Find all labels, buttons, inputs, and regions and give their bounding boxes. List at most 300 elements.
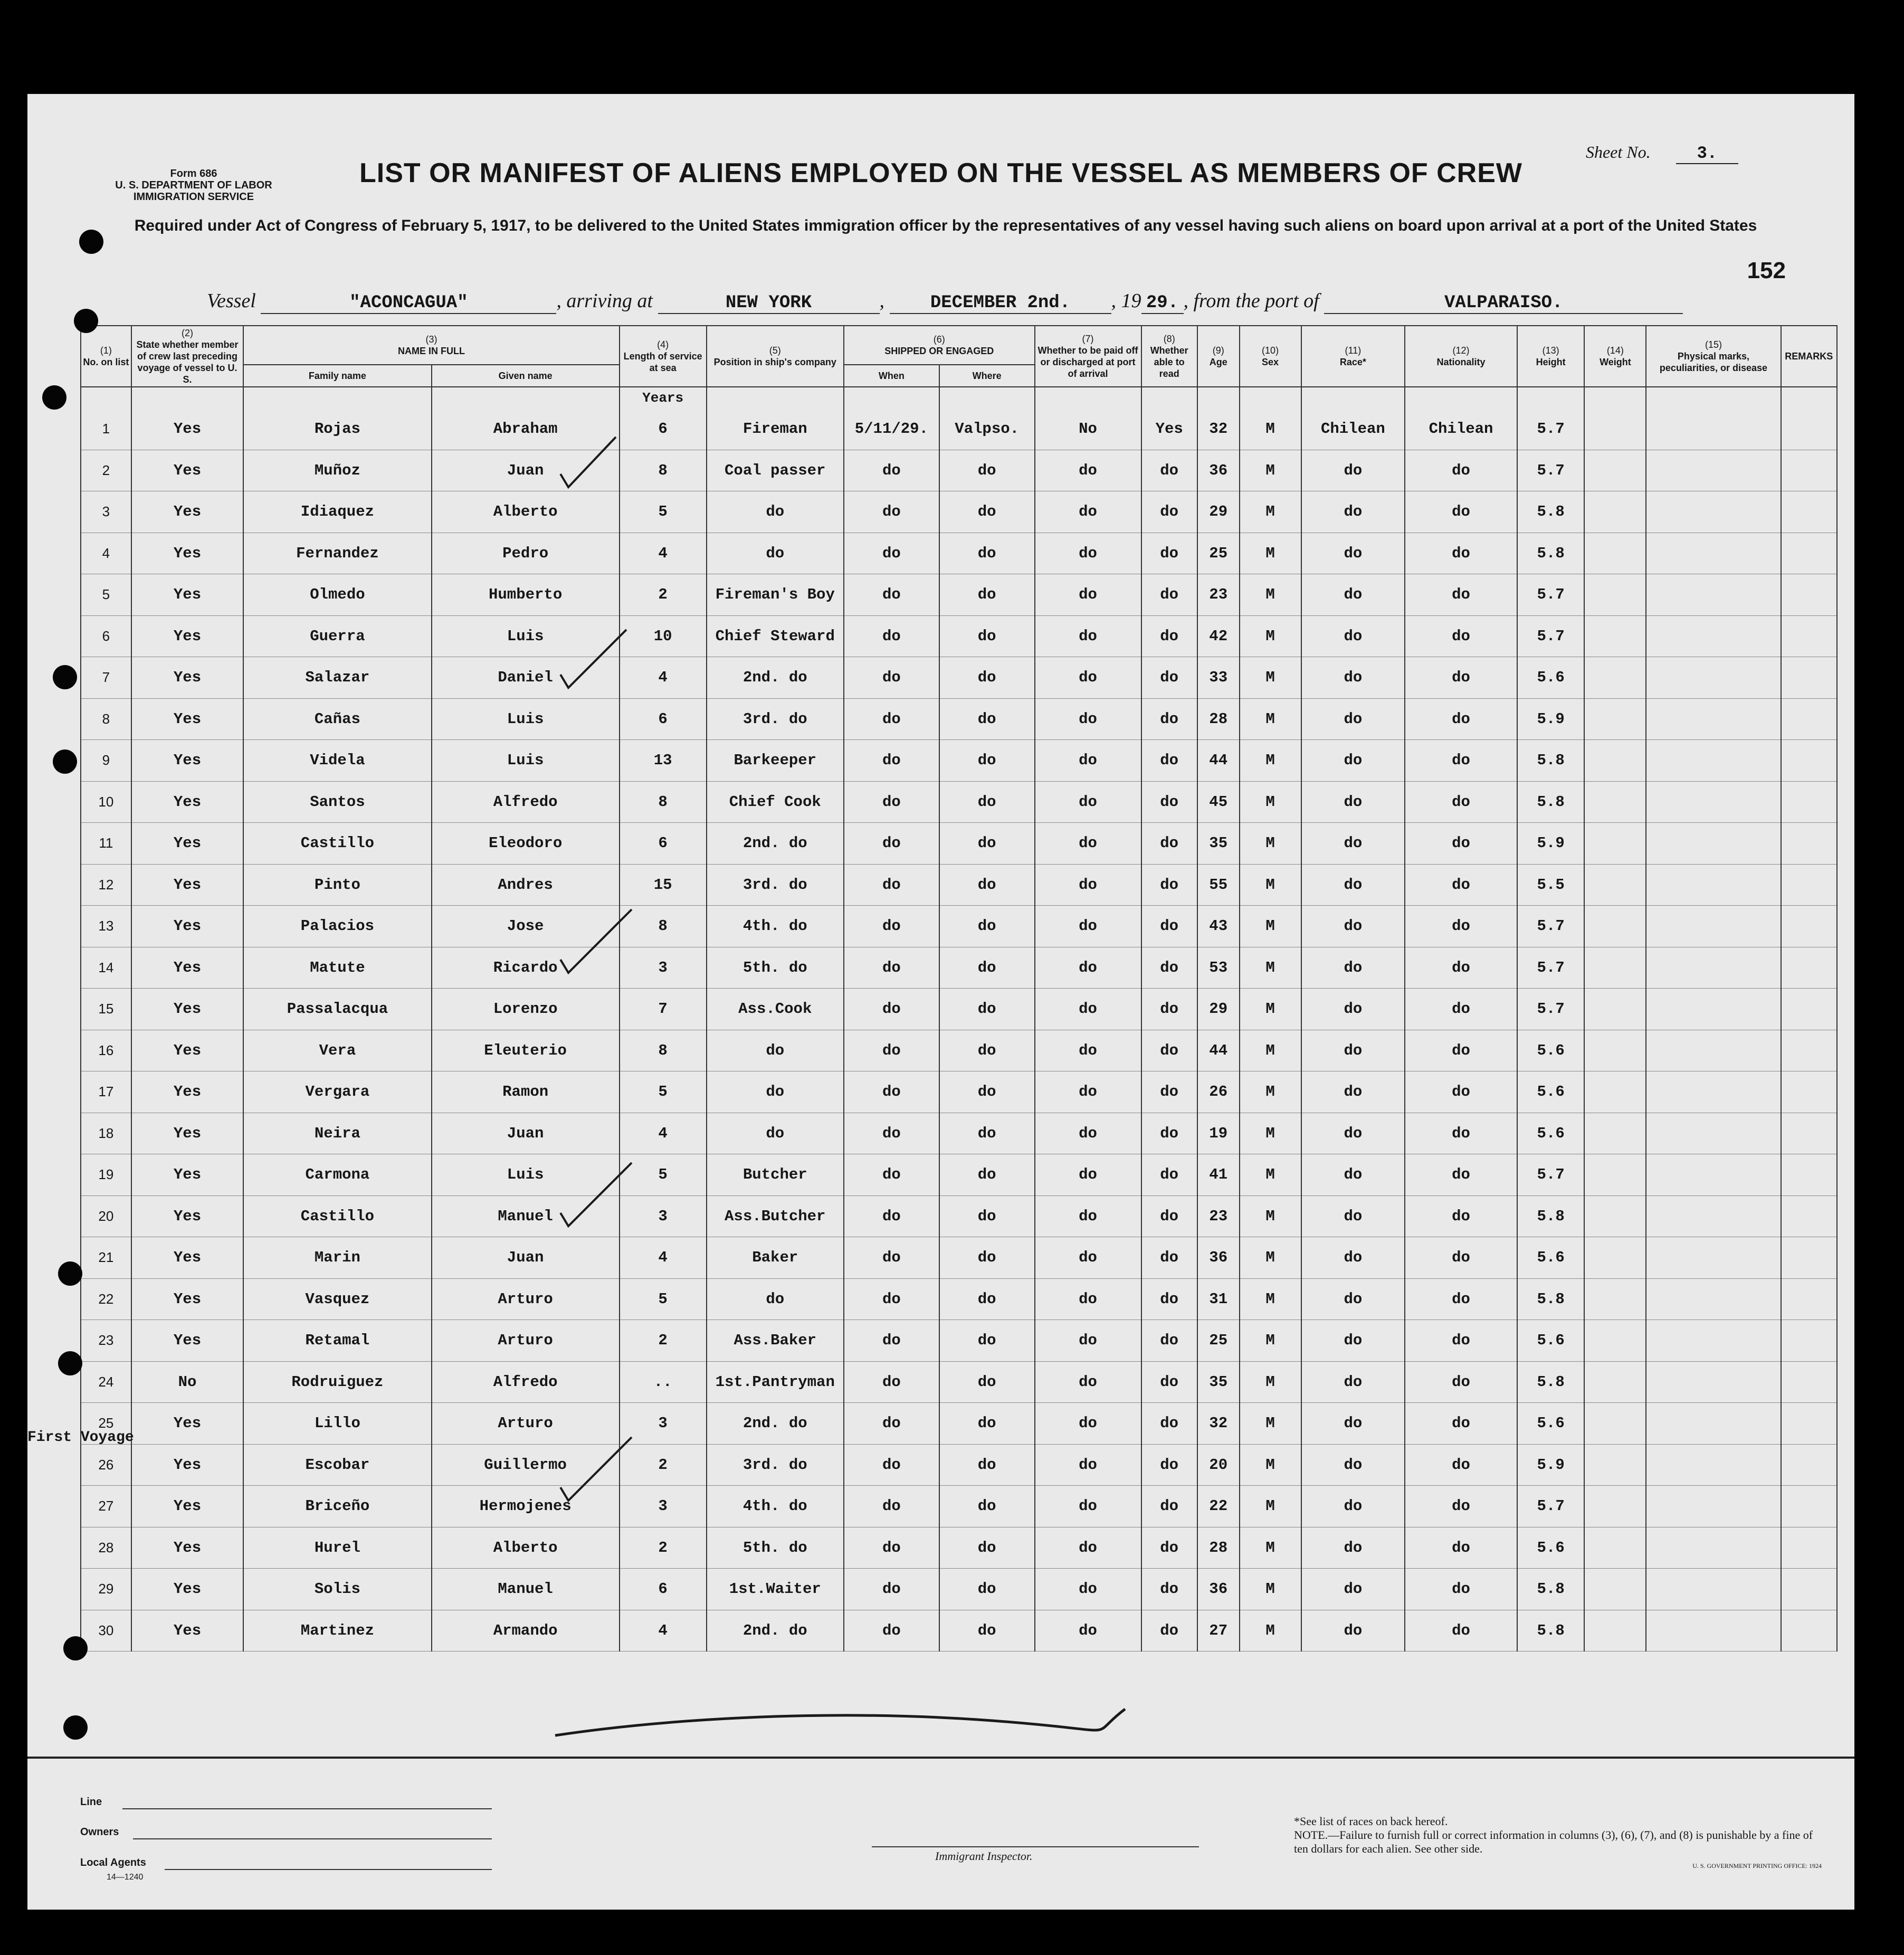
cell-family: Palacios	[243, 906, 431, 947]
cell-read: do	[1141, 1444, 1197, 1486]
cell-where: do	[939, 1610, 1035, 1652]
cell-position: do	[707, 1030, 844, 1071]
cell-paid: do	[1035, 864, 1141, 906]
cell-position: 2nd. do	[707, 1610, 844, 1652]
cell-nationality: do	[1405, 698, 1517, 740]
cell-no: 7	[81, 657, 131, 699]
cell-where: do	[939, 1154, 1035, 1196]
cell-age: 22	[1197, 1486, 1240, 1527]
cell-nationality: do	[1405, 1403, 1517, 1445]
inspector-label: Immigrant Inspector.	[935, 1849, 1033, 1863]
cell-prev: Yes	[131, 1444, 244, 1486]
cell-when: do	[844, 906, 939, 947]
cell-where: do	[939, 740, 1035, 782]
header-paid-off: (7) Whether to be paid off or discharged at port of arrival	[1035, 326, 1141, 387]
cell-when: do	[844, 1569, 939, 1610]
cell-position: Fireman	[707, 409, 844, 450]
cell-position: Ass.Baker	[707, 1320, 844, 1362]
cell-service: 10	[620, 615, 707, 657]
cell-service: 5	[620, 1154, 707, 1196]
cell-service: 3	[620, 1486, 707, 1527]
cell-read: do	[1141, 1361, 1197, 1403]
cell-read: do	[1141, 906, 1197, 947]
cell-sex: M	[1240, 491, 1301, 533]
cell-sex: M	[1240, 1237, 1301, 1279]
cell-given: Luis	[432, 740, 620, 782]
cell-where: do	[939, 450, 1035, 491]
header-remarks: REMARKS	[1781, 326, 1837, 387]
cell-height: 5.6	[1517, 1527, 1585, 1569]
punch-hole	[79, 230, 103, 254]
cell-read: do	[1141, 1030, 1197, 1071]
cell-paid: do	[1035, 1071, 1141, 1113]
cell-nationality: do	[1405, 1569, 1517, 1610]
cell-race: do	[1301, 1403, 1405, 1445]
cell-given: Juan	[432, 1237, 620, 1279]
vessel-name: "ACONCAGUA"	[261, 293, 556, 314]
header-length-of-service: (4) Length of service at sea	[620, 326, 707, 387]
cell-where: do	[939, 533, 1035, 574]
cell-sex: M	[1240, 1610, 1301, 1652]
cell-when: do	[844, 1403, 939, 1445]
cell-position: Chief Cook	[707, 781, 844, 823]
cell-no: 5	[81, 574, 131, 616]
cell-no: 15	[81, 989, 131, 1030]
cell-where: do	[939, 1071, 1035, 1113]
checkmark	[560, 437, 616, 487]
cell-prev: Yes	[131, 1195, 244, 1237]
cell-age: 55	[1197, 864, 1240, 906]
cell-prev: Yes	[131, 409, 244, 450]
cell-paid: do	[1035, 823, 1141, 865]
cell-paid: do	[1035, 1030, 1141, 1071]
cell-paid: do	[1035, 781, 1141, 823]
header-weight: (14) Weight	[1584, 326, 1646, 387]
cell-race: do	[1301, 450, 1405, 491]
cell-height: 5.7	[1517, 574, 1585, 616]
cell-read: do	[1141, 823, 1197, 865]
cell-prev: Yes	[131, 989, 244, 1030]
cell-no: 2	[81, 450, 131, 491]
cell-service: 3	[620, 947, 707, 989]
cell-position: do	[707, 1113, 844, 1154]
cell-where: do	[939, 1527, 1035, 1569]
checkmark	[560, 1437, 632, 1501]
cell-when: do	[844, 1278, 939, 1320]
cell-prev: Yes	[131, 906, 244, 947]
cell-when: do	[844, 1030, 939, 1071]
cell-height: 5.8	[1517, 1610, 1585, 1652]
cell-service: 7	[620, 989, 707, 1030]
cell-sex: M	[1240, 947, 1301, 989]
cell-no: 23	[81, 1320, 131, 1362]
cell-paid: do	[1035, 906, 1141, 947]
cell-position: 3rd. do	[707, 698, 844, 740]
cell-prev: Yes	[131, 698, 244, 740]
cell-age: 32	[1197, 409, 1240, 450]
cell-read: do	[1141, 450, 1197, 491]
punch-hole	[58, 1351, 82, 1375]
cell-given: Alfredo	[432, 1361, 620, 1403]
punch-hole	[63, 1715, 88, 1740]
cell-no: 25	[81, 1403, 131, 1445]
cell-given: Ramon	[432, 1071, 620, 1113]
header-name-in-full: (3) NAME IN FULL	[243, 326, 619, 365]
year-prefix: , 19	[1111, 290, 1141, 312]
cell-when: do	[844, 450, 939, 491]
cell-service: 8	[620, 1030, 707, 1071]
cell-paid: do	[1035, 533, 1141, 574]
cell-race: do	[1301, 1361, 1405, 1403]
cell-family: Escobar	[243, 1444, 431, 1486]
cell-when: do	[844, 1113, 939, 1154]
cell-race: do	[1301, 1320, 1405, 1362]
cell-paid: do	[1035, 1195, 1141, 1237]
cell-height: 5.7	[1517, 1154, 1585, 1196]
department-name: U. S. DEPARTMENT OF LABOR	[115, 179, 272, 191]
cell-nationality: do	[1405, 1237, 1517, 1279]
legal-requirement-text: Required under Act of Congress of February 5, 1917, to be delivered to the United States immigration officer by the representatives of any vessel having such aliens on board upon arrival at a port of the United States	[134, 217, 1757, 234]
cell-race: do	[1301, 906, 1405, 947]
cell-position: 4th. do	[707, 1486, 844, 1527]
header-position: (5) Position in ship's company	[707, 326, 844, 387]
header-where: Where	[939, 365, 1035, 387]
signature-stroke	[555, 1709, 1125, 1735]
cell-age: 28	[1197, 698, 1240, 740]
cell-sex: M	[1240, 989, 1301, 1030]
cell-read: do	[1141, 1610, 1197, 1652]
cell-paid: do	[1035, 1320, 1141, 1362]
cell-prev: Yes	[131, 781, 244, 823]
cell-given: Arturo	[432, 1278, 620, 1320]
cell-sex: M	[1240, 1071, 1301, 1113]
cell-service: 8	[620, 906, 707, 947]
punch-hole	[42, 385, 66, 410]
cell-height: 5.6	[1517, 1030, 1585, 1071]
owners-label: Owners	[80, 1826, 119, 1838]
cell-read: do	[1141, 864, 1197, 906]
cell-sex: M	[1240, 1361, 1301, 1403]
cell-sex: M	[1240, 823, 1301, 865]
cell-sex: M	[1240, 1486, 1301, 1527]
cell-when: do	[844, 533, 939, 574]
cell-nationality: do	[1405, 615, 1517, 657]
cell-race: do	[1301, 1113, 1405, 1154]
page-number: 152	[1747, 258, 1786, 283]
cell-given: Ricardo	[432, 947, 620, 989]
cell-when: do	[844, 1154, 939, 1196]
cell-paid: do	[1035, 989, 1141, 1030]
cell-position: Fireman's Boy	[707, 574, 844, 616]
header-physical-marks: (15) Physical marks, peculiarities, or disease	[1646, 326, 1781, 387]
cell-race: do	[1301, 1486, 1405, 1527]
cell-where: do	[939, 1486, 1035, 1527]
cell-paid: do	[1035, 574, 1141, 616]
cell-age: 19	[1197, 1113, 1240, 1154]
cell-position: Barkeeper	[707, 740, 844, 782]
cell-paid: No	[1035, 409, 1141, 450]
cell-nationality: do	[1405, 740, 1517, 782]
line-label: Line	[80, 1796, 102, 1808]
cell-age: 27	[1197, 1610, 1240, 1652]
cell-sex: M	[1240, 574, 1301, 616]
checkmark	[560, 1163, 632, 1226]
cell-when: do	[844, 1486, 939, 1527]
cell-height: 5.6	[1517, 1403, 1585, 1445]
cell-given: Arturo	[432, 1320, 620, 1362]
form-number: Form 686	[170, 168, 217, 179]
cell-service: ..	[620, 1361, 707, 1403]
cell-read: do	[1141, 781, 1197, 823]
cell-paid: do	[1035, 698, 1141, 740]
cell-nationality: do	[1405, 1195, 1517, 1237]
cell-prev: Yes	[131, 615, 244, 657]
cell-service: 4	[620, 657, 707, 699]
cell-nationality: do	[1405, 1320, 1517, 1362]
arriving-label: , arriving at	[556, 290, 653, 312]
cell-where: do	[939, 1320, 1035, 1362]
manifest-sheet	[27, 94, 1854, 1910]
printer-credit: U. S. GOVERNMENT PRINTING OFFICE: 1924	[1692, 1862, 1822, 1869]
cell-no: 13	[81, 906, 131, 947]
cell-when: do	[844, 698, 939, 740]
cell-family: Fernandez	[243, 533, 431, 574]
cell-prev: Yes	[131, 574, 244, 616]
cell-read: do	[1141, 947, 1197, 989]
header-race: (11) Race*	[1301, 326, 1405, 387]
cell-prev: Yes	[131, 823, 244, 865]
header-when: When	[844, 365, 939, 387]
cell-family: Carmona	[243, 1154, 431, 1196]
cell-nationality: do	[1405, 1278, 1517, 1320]
cell-no: 16	[81, 1030, 131, 1071]
cell-prev: Yes	[131, 740, 244, 782]
cell-given: Alberto	[432, 1527, 620, 1569]
cell-where: do	[939, 698, 1035, 740]
cell-read: do	[1141, 698, 1197, 740]
cell-service: 8	[620, 781, 707, 823]
cell-service: 3	[620, 1195, 707, 1237]
cell-service: 2	[620, 1444, 707, 1486]
cell-read: do	[1141, 1278, 1197, 1320]
cell-height: 5.6	[1517, 657, 1585, 699]
cell-nationality: do	[1405, 533, 1517, 574]
cell-family: Guerra	[243, 615, 431, 657]
header-sex: (10) Sex	[1240, 326, 1301, 387]
cell-height: 5.6	[1517, 1320, 1585, 1362]
vessel-label: Vessel	[207, 290, 256, 312]
cell-nationality: do	[1405, 989, 1517, 1030]
cell-age: 23	[1197, 574, 1240, 616]
cell-nationality: Chilean	[1405, 409, 1517, 450]
cell-age: 29	[1197, 989, 1240, 1030]
cell-age: 33	[1197, 657, 1240, 699]
cell-read: do	[1141, 1486, 1197, 1527]
cell-race: do	[1301, 1195, 1405, 1237]
cell-sex: M	[1240, 1030, 1301, 1071]
cell-given: Arturo	[432, 1403, 620, 1445]
cell-read: do	[1141, 533, 1197, 574]
arrival-port: NEW YORK	[658, 293, 880, 314]
cell-nationality: do	[1405, 823, 1517, 865]
cell-when: do	[844, 823, 939, 865]
cell-height: 5.6	[1517, 1113, 1585, 1154]
cell-read: do	[1141, 740, 1197, 782]
cell-race: do	[1301, 1610, 1405, 1652]
cell-where: do	[939, 1195, 1035, 1237]
from-port-label: , from the port of	[1183, 290, 1319, 312]
sheet-number-value: 3.	[1676, 144, 1738, 164]
cell-read: do	[1141, 1071, 1197, 1113]
cell-paid: do	[1035, 1444, 1141, 1486]
header-able-to-read: (8) Whether able to read	[1141, 326, 1197, 387]
cell-family: Muñoz	[243, 450, 431, 491]
cell-position: do	[707, 491, 844, 533]
cell-race: do	[1301, 533, 1405, 574]
cell-prev: Yes	[131, 491, 244, 533]
cell-read: Yes	[1141, 409, 1197, 450]
cell-nationality: do	[1405, 947, 1517, 989]
cell-family: Castillo	[243, 1195, 431, 1237]
cell-age: 36	[1197, 1237, 1240, 1279]
cell-no: 8	[81, 698, 131, 740]
cell-family: Vasquez	[243, 1278, 431, 1320]
cell-family: Neira	[243, 1113, 431, 1154]
cell-family: Solis	[243, 1569, 431, 1610]
cell-prev: Yes	[131, 533, 244, 574]
cell-sex: M	[1240, 740, 1301, 782]
vessel-info-line: Vessel "ACONCAGUA" , arriving at NEW YORK , DECEMBER 2nd. , 19 29. , from the port of VALPARAISO.	[207, 289, 1816, 314]
cell-height: 5.6	[1517, 1071, 1585, 1113]
cell-no: 18	[81, 1113, 131, 1154]
cell-given: Manuel	[432, 1195, 620, 1237]
cell-height: 5.7	[1517, 409, 1585, 450]
punch-hole	[58, 1261, 82, 1286]
owners-field	[133, 1838, 492, 1839]
header-shipped-engaged: (6) SHIPPED OR ENGAGED	[844, 326, 1035, 365]
cell-sex: M	[1240, 1527, 1301, 1569]
cell-no: 28	[81, 1527, 131, 1569]
cell-paid: do	[1035, 1403, 1141, 1445]
cell-prev: Yes	[131, 1071, 244, 1113]
cell-race: do	[1301, 491, 1405, 533]
cell-where: do	[939, 781, 1035, 823]
cell-sex: M	[1240, 1569, 1301, 1610]
cell-position: 3rd. do	[707, 1444, 844, 1486]
cell-race: do	[1301, 989, 1405, 1030]
cell-no: 20	[81, 1195, 131, 1237]
cell-family: Retamal	[243, 1320, 431, 1362]
cell-no: 22	[81, 1278, 131, 1320]
cell-service: 6	[620, 698, 707, 740]
header-height: (13) Height	[1517, 326, 1585, 387]
cell-when: do	[844, 1195, 939, 1237]
cell-prev: No	[131, 1361, 244, 1403]
cell-service: 5	[620, 1071, 707, 1113]
cell-no: 3	[81, 491, 131, 533]
cell-given: Manuel	[432, 1569, 620, 1610]
cell-position: Ass.Cook	[707, 989, 844, 1030]
cell-height: 5.7	[1517, 906, 1585, 947]
cell-given: Eleuterio	[432, 1030, 620, 1071]
cell-position: Ass.Butcher	[707, 1195, 844, 1237]
cell-race: do	[1301, 1030, 1405, 1071]
cell-when: do	[844, 574, 939, 616]
service-name: IMMIGRATION SERVICE	[133, 191, 254, 203]
cell-sex: M	[1240, 906, 1301, 947]
cell-prev: Yes	[131, 1320, 244, 1362]
cell-when: do	[844, 781, 939, 823]
cell-sex: M	[1240, 864, 1301, 906]
cell-read: do	[1141, 615, 1197, 657]
cell-sex: M	[1240, 533, 1301, 574]
cell-when: do	[844, 615, 939, 657]
cell-prev: Yes	[131, 450, 244, 491]
cell-nationality: do	[1405, 491, 1517, 533]
cell-race: do	[1301, 1527, 1405, 1569]
agents-label: Local Agents	[80, 1857, 146, 1868]
inspector-signature-line	[872, 1846, 1199, 1847]
punch-hole	[74, 309, 98, 333]
cell-height: 5.8	[1517, 1278, 1585, 1320]
cell-sex: M	[1240, 1278, 1301, 1320]
cell-where: do	[939, 1361, 1035, 1403]
cell-service: 4	[620, 533, 707, 574]
footer-divider	[27, 1757, 1854, 1759]
checkmark	[560, 630, 626, 688]
cell-age: 36	[1197, 1569, 1240, 1610]
cell-age: 43	[1197, 906, 1240, 947]
cell-race: do	[1301, 823, 1405, 865]
cell-race: do	[1301, 947, 1405, 989]
cell-nationality: do	[1405, 1527, 1517, 1569]
cell-prev: Yes	[131, 1030, 244, 1071]
cell-service: 2	[620, 1527, 707, 1569]
cell-sex: M	[1240, 1154, 1301, 1196]
cell-age: 36	[1197, 450, 1240, 491]
note-label: NOTE.	[1294, 1828, 1328, 1842]
cell-read: do	[1141, 574, 1197, 616]
cell-no: 21	[81, 1237, 131, 1279]
cell-read: do	[1141, 1527, 1197, 1569]
cell-no: 17	[81, 1071, 131, 1113]
cell-age: 31	[1197, 1278, 1240, 1320]
cell-given: Guillermo	[432, 1444, 620, 1486]
cell-paid: do	[1035, 657, 1141, 699]
cell-no: 6	[81, 615, 131, 657]
cell-family: Castillo	[243, 823, 431, 865]
cell-position: Chief Steward	[707, 615, 844, 657]
cell-family: Idiaquez	[243, 491, 431, 533]
cell-nationality: do	[1405, 1071, 1517, 1113]
cell-prev: Yes	[131, 1486, 244, 1527]
cell-prev: Yes	[131, 1569, 244, 1610]
cell-sex: M	[1240, 1444, 1301, 1486]
cell-given: Daniel	[432, 657, 620, 699]
cell-where: do	[939, 906, 1035, 947]
cell-height: 5.7	[1517, 1486, 1585, 1527]
cell-position: Coal passer	[707, 450, 844, 491]
cell-race: do	[1301, 615, 1405, 657]
cell-age: 42	[1197, 615, 1240, 657]
cell-service: 4	[620, 1113, 707, 1154]
cell-age: 53	[1197, 947, 1240, 989]
cell-given: Juan	[432, 450, 620, 491]
cell-read: do	[1141, 1195, 1197, 1237]
cell-family: Rodruiguez	[243, 1361, 431, 1403]
cell-sex: M	[1240, 1403, 1301, 1445]
first-voyage-note: First Voyage	[27, 1429, 134, 1446]
